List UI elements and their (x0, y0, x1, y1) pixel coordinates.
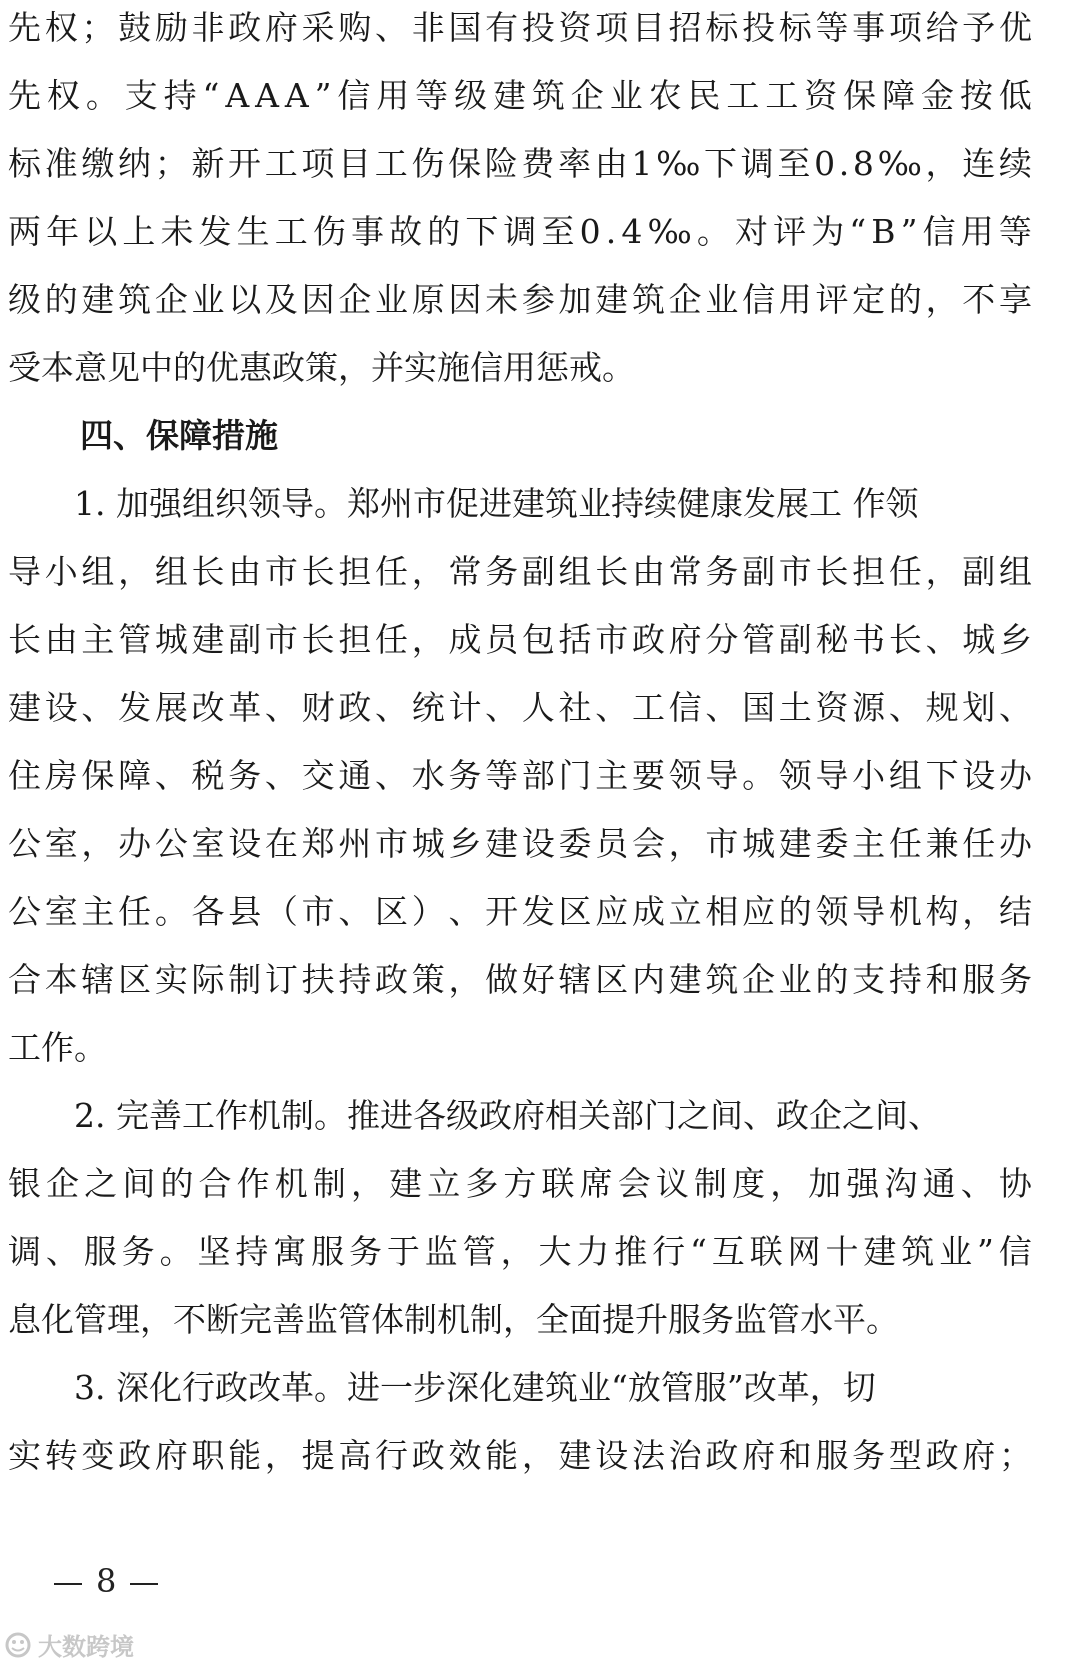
page-number (40, 1561, 172, 1601)
body-line: 工作。 (8, 1028, 107, 1067)
watermark-text: 大数跨境 (38, 1633, 134, 1661)
body-line: 息化管理，不断完善监管体制机制，全面提升服务监管水平。 (8, 1300, 899, 1339)
body-line: 1. 加强组织领导。郑州市促进建筑业持续健康发展工 作领 (74, 484, 919, 523)
body-line: 住 房 保 障 、 税 务 、 交 通 、 水 务 等 部 门 主 要 领 导 。 领 导 小 组 下 设 办 (8, 756, 1032, 795)
body-line: 受本意见中的优惠政策，并实施信用惩戒。 (8, 348, 635, 387)
page-number-text: 8 (96, 1562, 117, 1600)
body-line: 长 由 主 管 城 建 副 市 长 担 任 ， 成 员 包 括 市 政 府 分 管 副 秘 书 长 、 城 乡 (8, 620, 1032, 659)
body-line: 调 、 服 务 。 坚 持 寓 服 务 于 监 管 ， 大 力 推 行 “ 互 联 网 十 建 筑 业 ” 信 (8, 1232, 1032, 1271)
dash-right (130, 1583, 158, 1585)
body-line: 建 设 、 发 展 改 革 、 财 政 、 统 计 、 人 社 、 工 信 、 国 土 资 源 、 规 划 、 (8, 688, 1032, 727)
body-line: 实 转 变 政 府 职 能 ， 提 高 行 政 效 能 ， 建 设 法 治 政 府 和 服 务 型 政 府 ； (8, 1436, 1032, 1475)
watermark (4, 1627, 134, 1662)
body-line: 合 本 辖 区 实 际 制 订 扶 持 政 策 ， 做 好 辖 区 内 建 筑 企 业 的 支 持 和 服 务 (8, 960, 1032, 999)
section-heading: 四、保障措施 (80, 416, 278, 455)
body-line: 3. 深化行政改革。进一步深化建筑业“放管服”改革，切 (74, 1368, 876, 1407)
dash-left (54, 1583, 82, 1585)
body-line: 公 室 ， 办 公 室 设 在 郑 州 市 城 乡 建 设 委 员 会 ， 市 城 建 委 主 任 兼 任 办 (8, 824, 1032, 863)
body-line: 级 的 建 筑 企 业 以 及 因 企 业 原 因 未 参 加 建 筑 企 业 信 用 评 定 的 ， 不 享 (8, 280, 1032, 319)
body-line: 两 年 以 上 未 发 生 工 伤 事 故 的 下 调 至 0 . 4 ‰ 。 对 评 为 “ B ” 信 用 等 (8, 212, 1032, 251)
body-line: 导 小 组 ， 组 长 由 市 长 担 任 ， 常 务 副 组 长 由 常 务 副 市 长 担 任 ， 副 组 (8, 552, 1032, 591)
body-line: 2. 完善工作机制。推进各级政府相关部门之间、政企之间、 (74, 1096, 941, 1135)
body-line: 银 企 之 间 的 合 作 机 制 ， 建 立 多 方 联 席 会 议 制 度 ， 加 强 沟 通 、 协 (8, 1164, 1032, 1203)
body-line: 公 室 主 任 。 各 县 （ 市 、 区 ） 、 开 发 区 应 成 立 相 应 的 领 导 机 构 ， 结 (8, 892, 1032, 931)
body-line: 先 权 ； 鼓 励 非 政 府 采 购 、 非 国 有 投 资 项 目 招 标 投 标 等 事 项 给 予 优 (8, 8, 1032, 47)
body-line: 标 准 缴 纳 ； 新 开 工 项 目 工 伤 保 险 费 率 由 1 ‰ 下 调 至 0 . 8 ‰ ， 连 续 (8, 144, 1032, 183)
body-line: 先 权 。 支 持 “ A A A ” 信 用 等 级 建 筑 企 业 农 民 工 工 资 保 障 金 按 低 (8, 76, 1032, 115)
watermark-logo-icon (4, 1631, 32, 1659)
